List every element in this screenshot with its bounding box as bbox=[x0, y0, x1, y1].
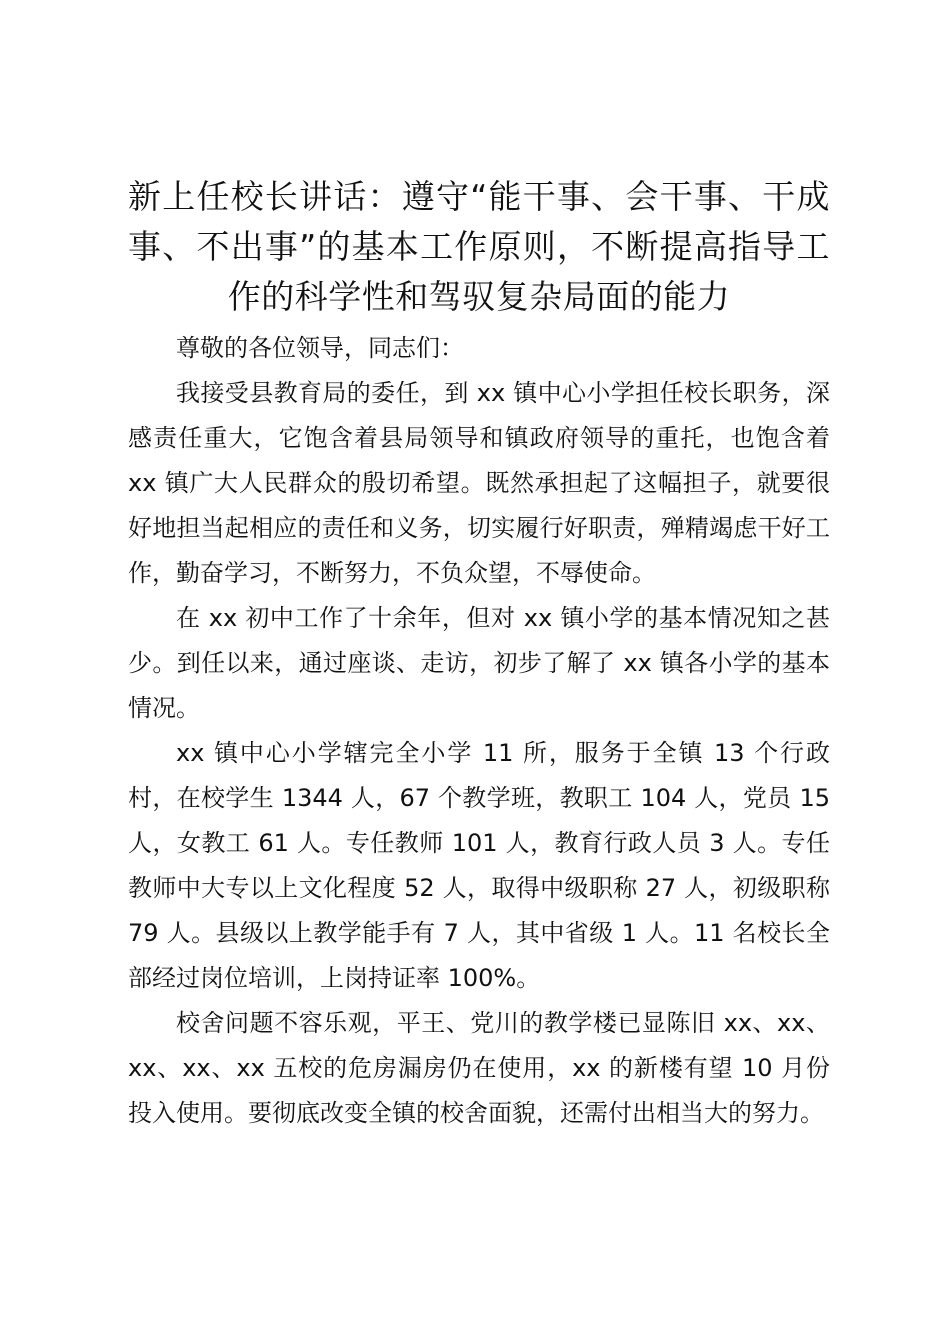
body-paragraph: 在 xx 初中工作了十余年，但对 xx 镇小学的基本情况知之甚少。到任以来，通过座谈、走访，初步了解了 xx 镇各小学的基本情况。 bbox=[128, 604, 830, 722]
document-body bbox=[128, 326, 830, 1136]
document-content bbox=[128, 172, 830, 1136]
salutation-paragraph: 尊敬的各位领导，同志们： bbox=[176, 334, 464, 362]
body-paragraph: 校舍问题不容乐观，平王、党川的教学楼已显陈旧 xx、xx、xx、xx、xx 五校的危房漏房仍在使用，xx 的新楼有望 10 月份投入使用。要彻底改变全镇的校舍面貌，还需付出相当大的努力。 bbox=[128, 1009, 830, 1127]
body-paragraph: 我接受县教育局的委任，到 xx 镇中心小学担任校长职务，深感责任重大，它饱含着县局领导和镇政府领导的重托，也饱含着 xx 镇广大人民群众的殷切希望。既然承担起了这幅担子，就要很好地担当起相应的责任和义务，切实履行好职责，殚精竭虑干好工作，勤奋学习，不断努力，不负众望，不辱使命。 bbox=[128, 379, 830, 587]
document-title: 新上任校长讲话：遵守“能干事、会干事、干成事、不出事”的基本工作原则，不断提高指导工作的科学性和驾驭复杂局面的能力 bbox=[128, 177, 830, 316]
body-paragraph: xx 镇中心小学辖完全小学 11 所，服务于全镇 13 个行政村，在校学生 1344 人，67 个教学班，教职工 104 人，党员 15 人，女教工 61 人。专任教师 101 人，教育行政人员 3 人。专任教师中大专以上文化程度 52 人，取得中级职称 27 人，初级职称 79 人。县级以上教学能手有 7 人，其中省级 1 人。11 名校长全部经过岗位培训，上岗持证率 100%。 bbox=[128, 739, 830, 992]
